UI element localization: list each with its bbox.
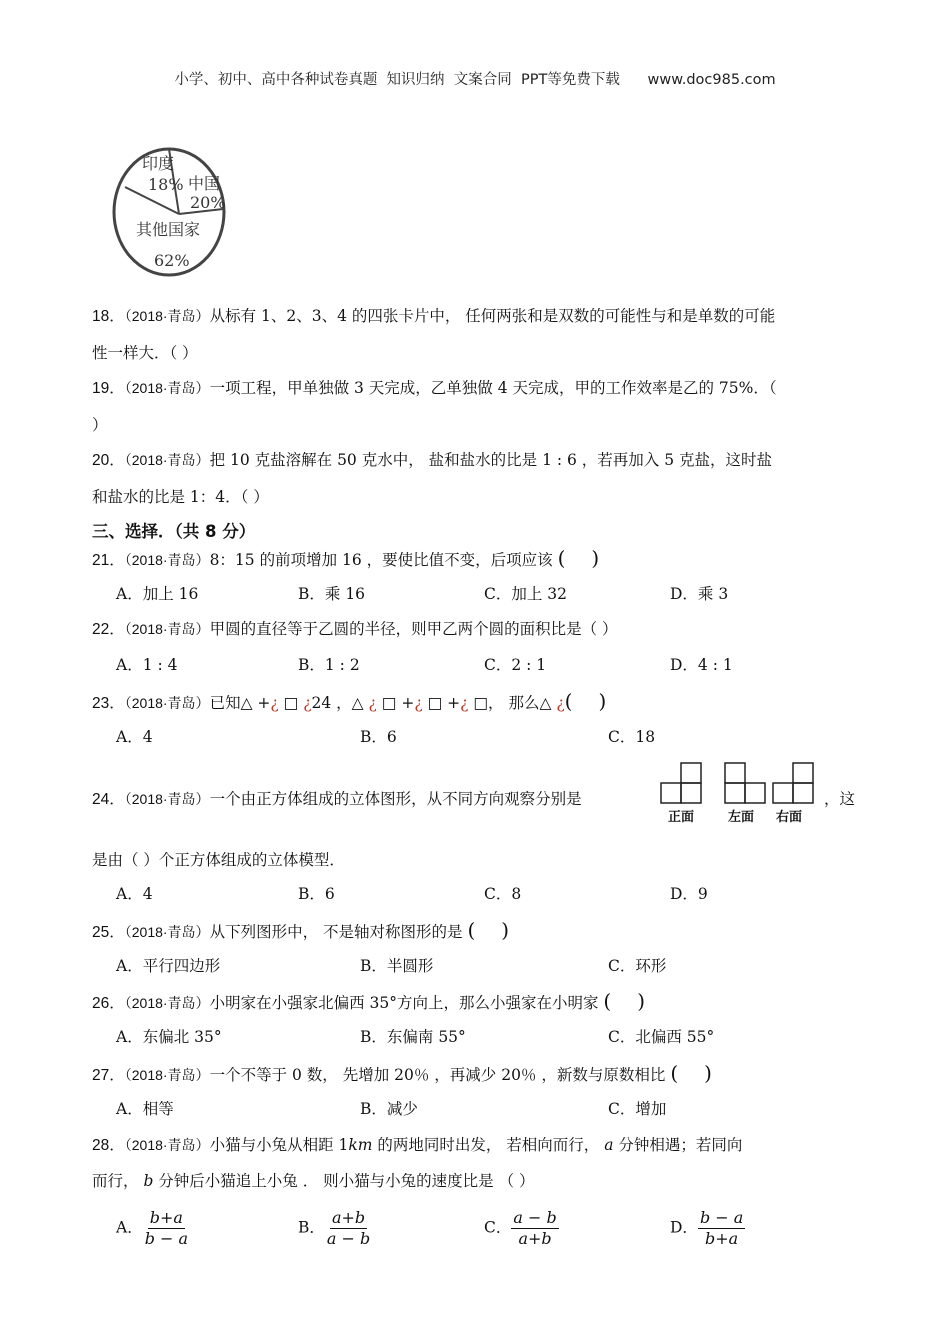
pie-label-other: 其他国家 bbox=[136, 220, 201, 239]
view-label-front: 正面 bbox=[668, 810, 695, 825]
fraction bbox=[698, 1208, 745, 1249]
pie-value-china: 20% bbox=[190, 193, 226, 212]
pie-label-china: 中国 bbox=[188, 174, 221, 193]
answer-paren-open: ( bbox=[557, 546, 566, 570]
question-text: □ + bbox=[422, 694, 461, 712]
q23-option-b[interactable]: B．6 bbox=[360, 728, 397, 746]
q26-option-a[interactable]: A．东偏北 35° bbox=[116, 1028, 222, 1046]
q27-option-b[interactable]: B．减少 bbox=[360, 1100, 418, 1118]
answer-paren-open: ( bbox=[564, 689, 573, 713]
q28-option-c[interactable] bbox=[484, 1208, 559, 1249]
view-label-right: 右面 bbox=[776, 810, 803, 825]
question-source: （2018·青岛） bbox=[124, 552, 210, 568]
question-text: □ bbox=[278, 694, 304, 712]
answer-paren-open: ( bbox=[670, 1061, 679, 1085]
q24-option-a[interactable]: A．4 bbox=[116, 885, 153, 903]
question-text: 的两地同时出发， 若相向而行， bbox=[372, 1136, 605, 1154]
answer-paren-open: ( bbox=[603, 989, 612, 1013]
q28-option-d[interactable] bbox=[670, 1208, 745, 1249]
q24-option-c[interactable]: C．8 bbox=[484, 885, 522, 903]
question-source: （2018·青岛） bbox=[124, 308, 210, 324]
cube-square bbox=[661, 783, 681, 803]
cube-square bbox=[793, 763, 813, 783]
question-text: 一个由正方体组成的立体图形，从不同方向观察分别是 bbox=[209, 790, 582, 808]
garbled-char: ¿ bbox=[368, 694, 377, 712]
question-28-cont bbox=[92, 1171, 535, 1191]
q24-option-d[interactable]: D．9 bbox=[670, 885, 708, 903]
q22-option-a[interactable]: A．1 : 4 bbox=[116, 656, 178, 674]
fraction bbox=[325, 1208, 372, 1249]
answer-paren-open: ( bbox=[467, 918, 476, 942]
cube-square bbox=[681, 783, 701, 803]
cube-square bbox=[745, 783, 765, 803]
numerator: b − a bbox=[699, 1208, 744, 1227]
variable-a: a bbox=[604, 1136, 614, 1154]
q27-option-c[interactable]: C．增加 bbox=[608, 1100, 667, 1118]
question-number: 27． bbox=[92, 1067, 125, 1084]
cube-square bbox=[725, 763, 745, 783]
question-text: 一个不等于 0 数， 先增加 20％ ，再减少 20％ ，新数与原数相比 bbox=[209, 1066, 666, 1084]
q22-option-d[interactable]: D．4 : 1 bbox=[670, 656, 733, 674]
question-text: 小猫与小兔从相距 1 bbox=[209, 1136, 349, 1154]
q21-option-a[interactable]: A．加上 16 bbox=[116, 585, 199, 603]
question-source: （2018·青岛） bbox=[124, 791, 210, 807]
denominator: b − a bbox=[144, 1229, 189, 1248]
answer-paren-close: ) bbox=[704, 1061, 712, 1085]
q28-option-a[interactable] bbox=[116, 1208, 190, 1249]
question-text: 一项工程，甲单独做 3 天完成，乙单独做 4 天完成，甲的工作效率是乙的 75%．（ bbox=[209, 379, 777, 397]
cube-square bbox=[793, 783, 813, 803]
question-number: 18． bbox=[92, 308, 125, 325]
question-24-cont: 是由（ ）个正方体组成的立体模型． bbox=[92, 851, 345, 869]
garbled-char: ¿ bbox=[460, 694, 469, 712]
pie-chart bbox=[112, 147, 228, 277]
question-24-suffix: ，这 bbox=[824, 790, 856, 808]
option-letter: D． bbox=[670, 1218, 698, 1237]
question-20 bbox=[92, 450, 772, 471]
question-text: 分钟后小猫追上小兔 ． 则小猫与小兔的速度比是 （ ） bbox=[153, 1172, 535, 1190]
question-text: 小明家在小强家北偏西 35°方向上，那么小强家在小明家 bbox=[209, 994, 599, 1012]
q21-option-d[interactable]: D．乘 3 bbox=[670, 585, 729, 603]
fraction bbox=[511, 1208, 558, 1249]
question-source: （2018·青岛） bbox=[124, 621, 210, 637]
question-text: 已知△ + bbox=[209, 694, 271, 712]
q26-option-c[interactable]: C．北偏西 55° bbox=[608, 1028, 715, 1046]
question-source: （2018·青岛） bbox=[124, 924, 210, 940]
q22-option-b[interactable]: B．1 : 2 bbox=[298, 656, 360, 674]
question-26 bbox=[92, 991, 645, 1014]
answer-paren-close: ) bbox=[598, 689, 607, 713]
cube-square bbox=[681, 763, 701, 783]
question-number: 21． bbox=[92, 552, 125, 569]
question-number: 25． bbox=[92, 924, 125, 941]
question-text: □ + bbox=[376, 694, 415, 712]
numerator: b+a bbox=[149, 1208, 183, 1227]
question-source: （2018·青岛） bbox=[124, 380, 210, 396]
question-19 bbox=[92, 378, 777, 399]
question-25 bbox=[92, 920, 509, 943]
denominator: a+b bbox=[518, 1229, 552, 1248]
q27-option-a[interactable]: A．相等 bbox=[116, 1100, 174, 1118]
q21-option-b[interactable]: B．乘 16 bbox=[298, 585, 366, 603]
question-28 bbox=[92, 1135, 742, 1156]
variable-b: b bbox=[143, 1172, 154, 1190]
question-text: 分钟相遇；若同向 bbox=[613, 1136, 743, 1154]
question-19-cont bbox=[92, 415, 108, 435]
question-text: 从标有 1、2、3、4 的四张卡片中， 任何两张和是双数的可能性与和是单数的可能 bbox=[209, 307, 776, 325]
q24-option-b[interactable]: B．6 bbox=[298, 885, 335, 903]
q25-option-c[interactable]: C．环形 bbox=[608, 957, 667, 975]
question-number: 23． bbox=[92, 695, 125, 712]
question-text: 24 ，△ bbox=[311, 694, 369, 712]
cube-square bbox=[773, 783, 793, 803]
question-source: （2018·青岛） bbox=[124, 1067, 210, 1083]
question-text: 8：15 的前项增加 16 ，要使比值不变，后项应该 bbox=[209, 551, 553, 569]
question-21 bbox=[92, 548, 599, 571]
question-20-cont bbox=[92, 487, 269, 507]
q25-option-b[interactable]: B．半圆形 bbox=[360, 957, 434, 975]
question-22 bbox=[92, 619, 618, 640]
cube-views-figure bbox=[660, 760, 822, 806]
q22-option-c[interactable]: C．2 : 1 bbox=[484, 656, 547, 674]
question-text: 从下列图形中， 不是轴对称图形的是 bbox=[209, 923, 463, 941]
pie-label-india: 印度 bbox=[142, 154, 175, 173]
question-source: （2018·青岛） bbox=[124, 452, 210, 468]
garbled-char: ¿ bbox=[414, 694, 423, 712]
question-number: 20． bbox=[92, 452, 125, 469]
answer-paren-close: ) bbox=[637, 989, 646, 1013]
question-source: （2018·青岛） bbox=[124, 995, 210, 1011]
option-letter: B． bbox=[298, 1218, 325, 1237]
question-text: □， 那么△ bbox=[468, 694, 557, 712]
question-number: 24． bbox=[92, 791, 125, 808]
denominator: b+a bbox=[705, 1229, 739, 1248]
cube-square bbox=[725, 783, 745, 803]
question-text: 性一样大．（ ） bbox=[92, 344, 198, 362]
q23-option-a[interactable]: A．4 bbox=[116, 728, 153, 746]
question-number: 22． bbox=[92, 621, 125, 638]
question-18 bbox=[92, 306, 775, 327]
question-27 bbox=[92, 1063, 712, 1086]
q25-option-a[interactable]: A．平行四边形 bbox=[116, 957, 221, 975]
q21-option-c[interactable]: C．加上 32 bbox=[484, 585, 568, 603]
question-text: ） bbox=[92, 416, 108, 434]
question-text: 而行， bbox=[92, 1172, 144, 1190]
option-letter: A． bbox=[116, 1218, 143, 1237]
question-source: （2018·青岛） bbox=[124, 1137, 210, 1153]
option-letter: C． bbox=[484, 1218, 512, 1237]
garbled-char: ¿ bbox=[556, 694, 565, 712]
numerator: a+b bbox=[331, 1208, 366, 1227]
unit-km: km bbox=[348, 1136, 373, 1154]
page-header: 小学、初中、高中各种试卷真题 知识归纳 文案合同 PPT等免费下载 www.doc985.com bbox=[174, 72, 776, 88]
question-24 bbox=[92, 789, 582, 810]
pie-value-india: 18% bbox=[148, 175, 184, 194]
garbled-char: ¿ bbox=[303, 694, 312, 712]
question-23 bbox=[92, 691, 606, 714]
question-source: （2018·青岛） bbox=[124, 695, 210, 711]
question-number: 26． bbox=[92, 995, 125, 1012]
question-text: 甲圆的直径等于乙圆的半径，则甲乙两个圆的面积比是（ ） bbox=[209, 620, 618, 638]
q26-option-b[interactable]: B．东偏南 55° bbox=[360, 1028, 466, 1046]
fraction bbox=[143, 1208, 190, 1249]
q23-option-c[interactable]: C．18 bbox=[608, 728, 656, 746]
question-number: 19． bbox=[92, 380, 125, 397]
question-number: 28． bbox=[92, 1137, 125, 1154]
view-label-left: 左面 bbox=[728, 810, 755, 825]
answer-paren-close: ) bbox=[591, 546, 600, 570]
garbled-char: ¿ bbox=[270, 694, 279, 712]
question-text: 和盐水的比是 1：4．（ ） bbox=[92, 488, 269, 506]
q28-option-b[interactable] bbox=[298, 1208, 372, 1249]
numerator: a − b bbox=[513, 1208, 557, 1227]
question-text: 把 10 克盐溶解在 50 克水中， 盐和盐水的比是 1 : 6 ，若再加入 5 克盐，这时盐 bbox=[209, 451, 773, 469]
denominator: a − b bbox=[326, 1229, 371, 1248]
section-title: 三、选择．（共 8 分） bbox=[92, 522, 256, 541]
question-18-cont bbox=[92, 343, 198, 363]
answer-paren-close: ) bbox=[501, 918, 510, 942]
pie-value-other: 62% bbox=[154, 251, 190, 270]
